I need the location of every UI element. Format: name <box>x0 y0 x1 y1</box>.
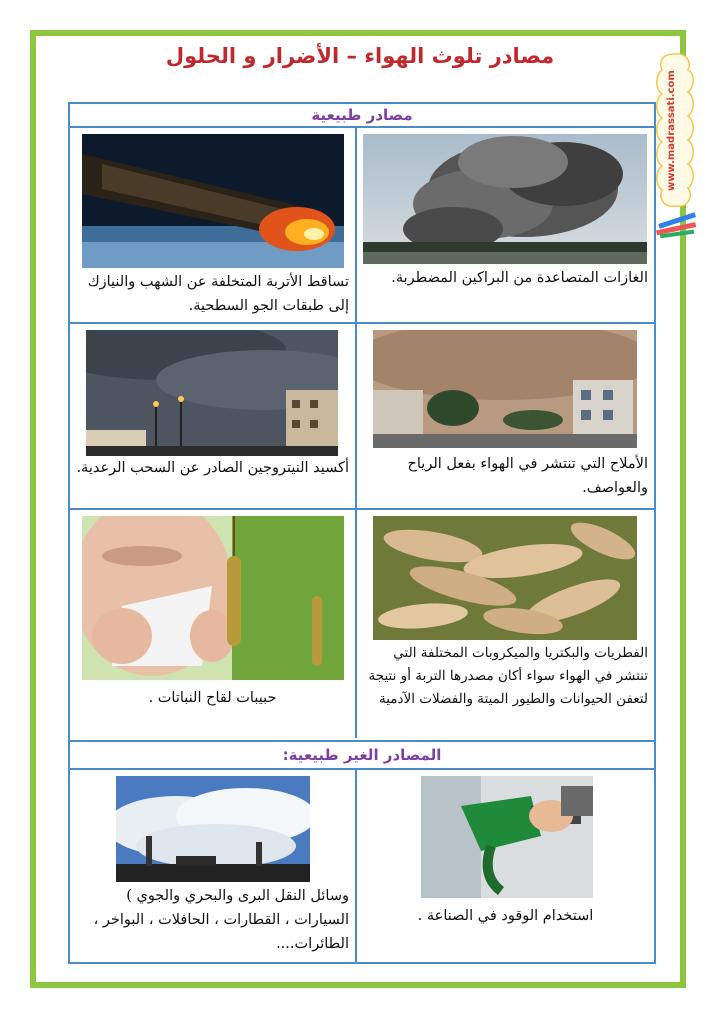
factory-smoke-image <box>116 776 310 882</box>
unnatural-sources-heading: المصادر الغير طبيعية: <box>70 740 654 770</box>
pollen-cell <box>70 510 355 738</box>
sources-table <box>68 102 656 964</box>
fuel-nozzle-image <box>421 776 593 898</box>
sandstorm-image <box>373 330 637 448</box>
storm-clouds-cell <box>70 324 355 508</box>
site-logo <box>652 48 698 213</box>
bacteria-cell <box>357 510 654 738</box>
meteor-cell <box>70 128 355 322</box>
bacteria-image <box>373 516 637 640</box>
fuel-caption: استخدام الوقود في الصناعة . <box>417 908 594 924</box>
page-title: مصادر تلوث الهواء – الأضرار و الحلول <box>165 44 555 68</box>
sandstorm-cell <box>357 324 654 508</box>
bacteria-caption: الفطريات والبكتريا والميكروبات المختلفة التي تنتشر في الهواء سواء أكان مصدرها التربة أو نتيجة لتعفن الحيوانات والطيور الميتة والفضلات الآدمية <box>368 645 648 707</box>
volcano-cell <box>357 128 654 322</box>
storm-clouds-caption: أكسيد النيتروجين الصادر عن السحب الرعدية. <box>76 460 349 476</box>
meteor-caption: تساقط الأتربة المتخلفة عن الشهب والنيازك إلى طبقات الجو السطحية. <box>87 274 349 314</box>
storm-clouds-image <box>86 330 338 456</box>
natural-sources-heading: مصادر طبيعية <box>70 104 654 128</box>
sandstorm-caption: الأملاح التي تنتشر في الهواء بفعل الرياح والعواصف. <box>407 456 648 496</box>
volcano-caption: الغازات المتصاعدة من البراكين المضطربة. <box>391 270 648 286</box>
meteor-image <box>82 134 344 268</box>
site-url: www.madrassati.com <box>666 70 677 192</box>
fuel-cell <box>357 772 654 964</box>
factory-caption: وسائل النقل البرى والبحري والجوي ) السيارات ، القطارات ، الحافلات ، البواخر ، الطائرات.... <box>93 888 349 952</box>
factory-cell <box>70 772 355 964</box>
pollen-image <box>82 516 344 680</box>
pollen-caption: حبيبات لقاح النباتات . <box>148 690 277 706</box>
volcano-image <box>363 134 647 264</box>
